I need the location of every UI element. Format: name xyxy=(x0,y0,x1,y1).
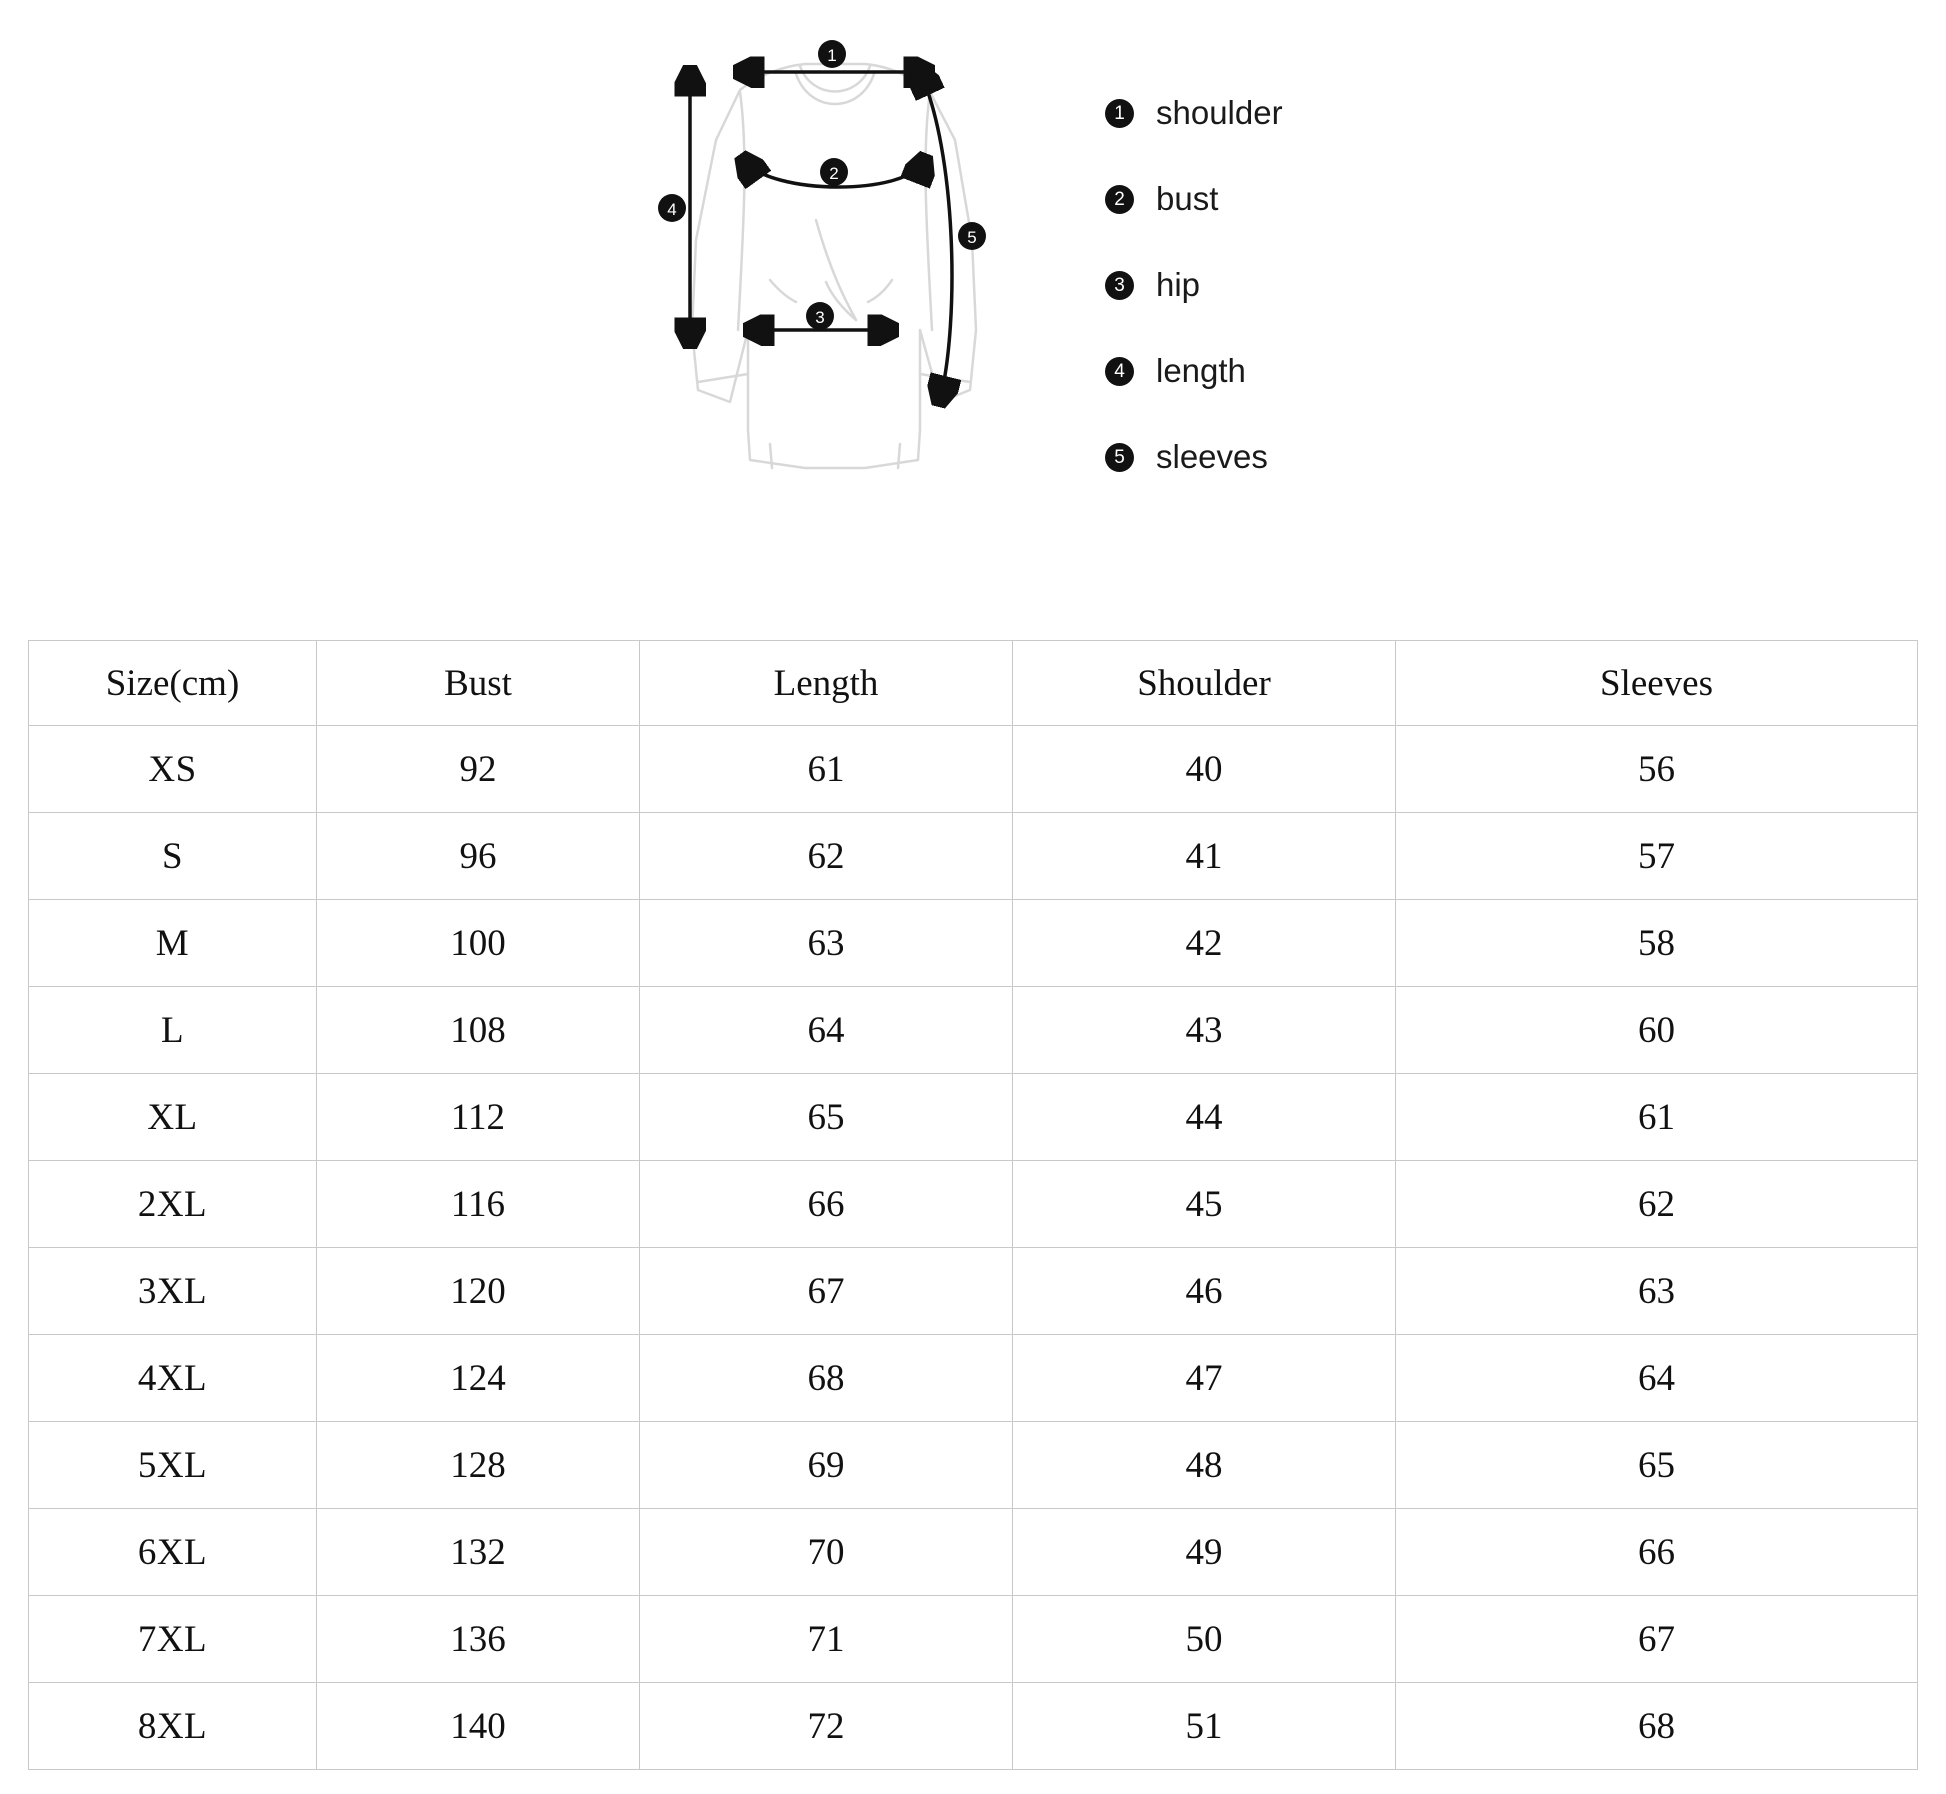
table-row xyxy=(29,1074,1918,1161)
cell-value: 41 xyxy=(1013,813,1396,900)
cell-value: 67 xyxy=(640,1248,1013,1335)
size-table xyxy=(28,640,1918,1770)
cell-value: 66 xyxy=(1396,1509,1918,1596)
cell-value: 45 xyxy=(1013,1161,1396,1248)
table-row xyxy=(29,1248,1918,1335)
cell-size: M xyxy=(29,900,317,987)
column-header-length: Length xyxy=(640,641,1013,726)
cell-value: 44 xyxy=(1013,1074,1396,1161)
svg-text:3: 3 xyxy=(815,308,825,327)
cell-size: XL xyxy=(29,1074,317,1161)
column-header-size: Size(cm) xyxy=(29,641,317,726)
svg-text:5: 5 xyxy=(967,228,977,247)
column-header-sleeves: Sleeves xyxy=(1396,641,1918,726)
legend-number-1-icon: 1 xyxy=(1105,99,1134,128)
cell-size: 3XL xyxy=(29,1248,317,1335)
legend-label-length: length xyxy=(1156,352,1246,389)
cell-size: 5XL xyxy=(29,1422,317,1509)
svg-text:2: 2 xyxy=(829,164,839,183)
cell-value: 68 xyxy=(1396,1683,1918,1770)
cell-size: 4XL xyxy=(29,1335,317,1422)
cell-value: 72 xyxy=(640,1683,1013,1770)
cell-value: 64 xyxy=(640,987,1013,1074)
cell-size: XS xyxy=(29,726,317,813)
cell-value: 62 xyxy=(640,813,1013,900)
cell-value: 63 xyxy=(1396,1248,1918,1335)
cell-value: 49 xyxy=(1013,1509,1396,1596)
table-row xyxy=(29,1161,1918,1248)
cell-value: 56 xyxy=(1396,726,1918,813)
legend-number-4-icon: 4 xyxy=(1105,357,1134,386)
cell-value: 64 xyxy=(1396,1335,1918,1422)
cell-value: 69 xyxy=(640,1422,1013,1509)
table-row xyxy=(29,900,1918,987)
cell-value: 61 xyxy=(640,726,1013,813)
cell-value: 71 xyxy=(640,1596,1013,1683)
cell-value: 60 xyxy=(1396,987,1918,1074)
table-row xyxy=(29,1509,1918,1596)
cell-value: 100 xyxy=(317,900,640,987)
cell-value: 120 xyxy=(317,1248,640,1335)
cell-value: 40 xyxy=(1013,726,1396,813)
cell-value: 132 xyxy=(317,1509,640,1596)
cell-value: 43 xyxy=(1013,987,1396,1074)
cell-size: S xyxy=(29,813,317,900)
cell-value: 46 xyxy=(1013,1248,1396,1335)
cell-value: 51 xyxy=(1013,1683,1396,1770)
cell-value: 61 xyxy=(1396,1074,1918,1161)
cell-value: 58 xyxy=(1396,900,1918,987)
table-row xyxy=(29,987,1918,1074)
cell-value: 112 xyxy=(317,1074,640,1161)
cell-value: 63 xyxy=(640,900,1013,987)
table-row xyxy=(29,1422,1918,1509)
table-row xyxy=(29,813,1918,900)
cell-value: 124 xyxy=(317,1335,640,1422)
legend-number-2-icon: 2 xyxy=(1105,185,1134,214)
cell-value: 47 xyxy=(1013,1335,1396,1422)
cell-value: 96 xyxy=(317,813,640,900)
cell-value: 62 xyxy=(1396,1161,1918,1248)
cell-value: 65 xyxy=(1396,1422,1918,1509)
legend-label-shoulder: shoulder xyxy=(1156,94,1283,131)
cell-value: 50 xyxy=(1013,1596,1396,1683)
legend-number-3-icon: 3 xyxy=(1105,271,1134,300)
cell-value: 136 xyxy=(317,1596,640,1683)
table-row xyxy=(29,1683,1918,1770)
legend xyxy=(1105,70,1525,500)
legend-item-shoulder xyxy=(1105,70,1525,156)
cell-value: 116 xyxy=(317,1161,640,1248)
cell-value: 42 xyxy=(1013,900,1396,987)
table-row xyxy=(29,1596,1918,1683)
cell-value: 70 xyxy=(640,1509,1013,1596)
cell-value: 66 xyxy=(640,1161,1013,1248)
cell-size: 2XL xyxy=(29,1161,317,1248)
cell-value: 57 xyxy=(1396,813,1918,900)
legend-item-length xyxy=(1105,328,1525,414)
table-header-row xyxy=(29,641,1918,726)
cell-value: 48 xyxy=(1013,1422,1396,1509)
legend-item-sleeves xyxy=(1105,414,1525,500)
legend-number-5-icon: 5 xyxy=(1105,443,1134,472)
svg-text:4: 4 xyxy=(667,200,677,219)
cell-size: 8XL xyxy=(29,1683,317,1770)
svg-text:1: 1 xyxy=(827,46,837,65)
size-chart xyxy=(28,640,1918,1770)
cell-size: 7XL xyxy=(29,1596,317,1683)
legend-label-hip: hip xyxy=(1156,266,1201,303)
cell-value: 128 xyxy=(317,1422,640,1509)
cell-value: 68 xyxy=(640,1335,1013,1422)
table-row xyxy=(29,1335,1918,1422)
cell-value: 92 xyxy=(317,726,640,813)
garment-illustration xyxy=(620,30,1040,500)
column-header-bust: Bust xyxy=(317,641,640,726)
table-row xyxy=(29,726,1918,813)
cell-value: 67 xyxy=(1396,1596,1918,1683)
measurement-diagram xyxy=(0,0,1946,600)
cell-value: 108 xyxy=(317,987,640,1074)
legend-label-sleeves: sleeves xyxy=(1156,438,1268,475)
cell-size: 6XL xyxy=(29,1509,317,1596)
legend-label-bust: bust xyxy=(1156,180,1219,217)
cell-value: 65 xyxy=(640,1074,1013,1161)
cell-value: 140 xyxy=(317,1683,640,1770)
column-header-shoulder: Shoulder xyxy=(1013,641,1396,726)
legend-item-bust xyxy=(1105,156,1525,242)
cell-size: L xyxy=(29,987,317,1074)
legend-item-hip xyxy=(1105,242,1525,328)
